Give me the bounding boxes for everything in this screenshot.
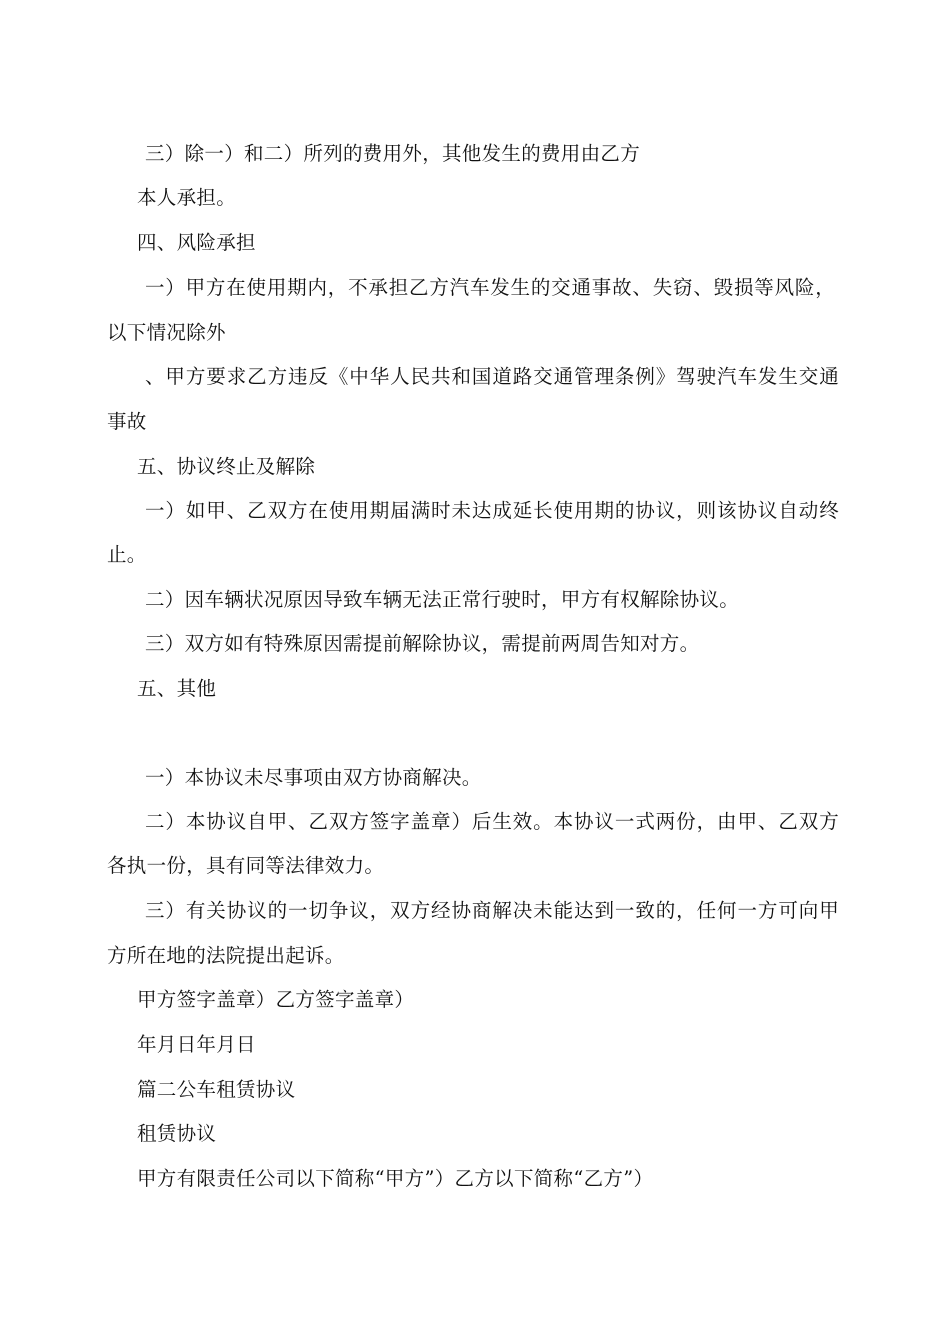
paragraph-line: 二）本协议自甲、乙双方签字盖章）后生效。本协议一式两份，由甲、乙双方 bbox=[145, 810, 839, 833]
paragraph-line: 各执一份，具有同等法律效力。 bbox=[107, 854, 385, 877]
document-title: 租赁协议 bbox=[137, 1122, 217, 1145]
section-heading: 五、其他 bbox=[137, 677, 217, 700]
paragraph-line: 一）如甲、乙双方在使用期届满时未达成延长使用期的协议，则该协议自动终 bbox=[145, 499, 839, 522]
paragraph-line: 以下情况除外 bbox=[107, 321, 226, 344]
section-heading: 篇二公车租赁协议 bbox=[137, 1078, 296, 1101]
paragraph-line: 、甲方要求乙方违反《中华人民共和国道路交通管理条例》驾驶汽车发生交通 bbox=[145, 365, 839, 388]
paragraph-line: 方所在地的法院提出起诉。 bbox=[107, 944, 345, 967]
paragraph-line: 二）因车辆状况原因导致车辆无法正常行驶时，甲方有权解除协议。 bbox=[145, 588, 740, 611]
paragraph-line: 三）除一）和二）所列的费用外，其他发生的费用由乙方 bbox=[145, 142, 641, 165]
signature-line: 甲方签字盖章）乙方签字盖章） bbox=[137, 988, 415, 1011]
paragraph-line: 止。 bbox=[107, 543, 147, 566]
section-heading: 四、风险承担 bbox=[137, 231, 256, 254]
paragraph-line: 一）本协议未尽事项由双方协商解决。 bbox=[145, 766, 482, 789]
date-line: 年月日年月日 bbox=[137, 1033, 256, 1056]
paragraph-line: 甲方有限责任公司以下简称“甲方”）乙方以下简称“乙方”） bbox=[137, 1167, 654, 1190]
paragraph-line: 三）有关协议的一切争议，双方经协商解决未能达到一致的，任何一方可向甲 bbox=[145, 899, 839, 922]
paragraph-line: 一）甲方在使用期内，不承担乙方汽车发生的交通事故、失窃、毁损等风险， bbox=[145, 276, 835, 299]
paragraph-line: 事故 bbox=[107, 410, 147, 433]
paragraph-line: 三）双方如有特殊原因需提前解除协议，需提前两周告知对方。 bbox=[145, 632, 700, 655]
section-heading: 五、协议终止及解除 bbox=[137, 455, 316, 478]
paragraph-line: 本人承担。 bbox=[137, 186, 237, 209]
